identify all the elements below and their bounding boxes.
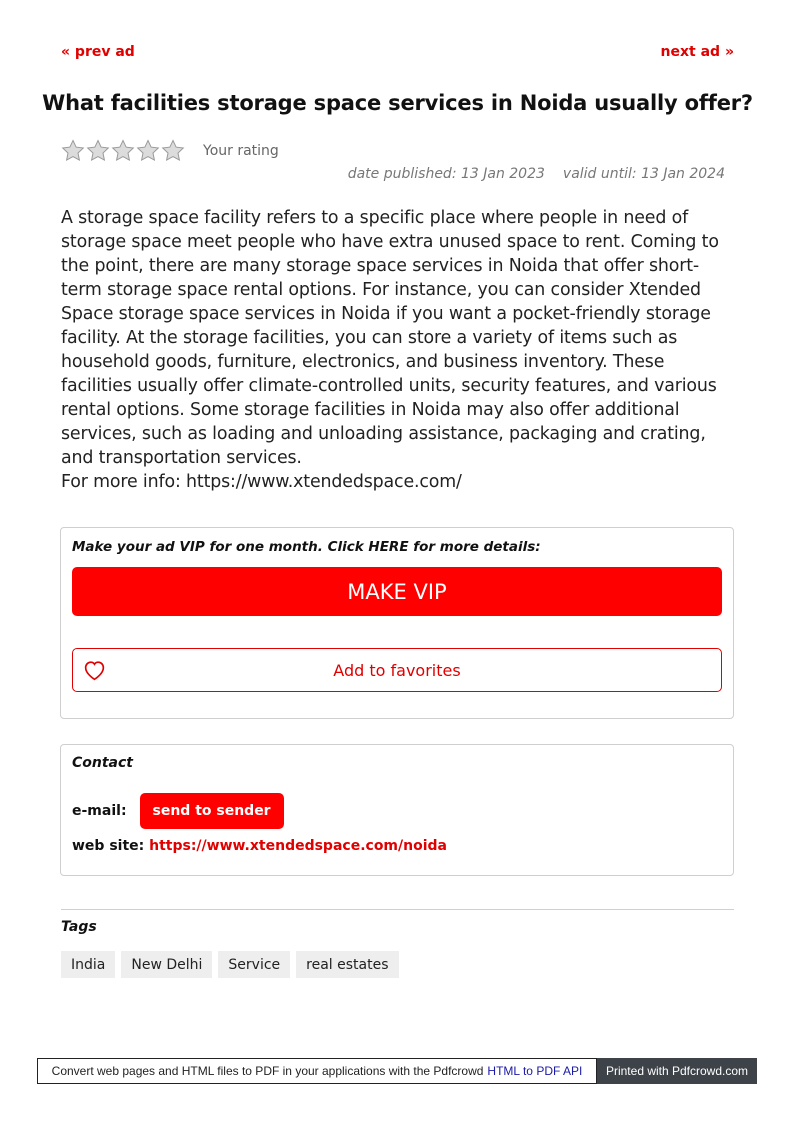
tag-new-delhi[interactable]: New Delhi: [121, 951, 212, 978]
ad-description: A storage space facility refers to a specific place where people in need of storage space meet people who have extra unused space to rent. Coming to the point, there are many storage space services in Noida that offer short-term storage space rental options. For instance, you can consider Xtended Space storage space services in Noida if you want a pocket-friendly storage facility. At the storage facilities, you can store a variety of items such as household goods, furniture, electronics, and business inventory. These facilities usually offer climate-controlled units, security features, and various rental options. Some storage facilities in Noida may also offer additional services, such as loading and unloading assistance, packaging and crating, and transportation services.: [61, 208, 719, 468]
date-valid-until: valid until: 13 Jan 2024: [562, 166, 725, 182]
next-ad-link[interactable]: next ad »: [660, 44, 734, 60]
star-icon[interactable]: [161, 139, 185, 163]
ad-dates: [348, 166, 725, 182]
pdfcrowd-footer: [37, 1058, 757, 1084]
star-icon[interactable]: [86, 139, 110, 163]
send-to-sender-button[interactable]: send to sender: [140, 793, 284, 829]
favorites-label: Add to favorites: [333, 660, 461, 680]
date-published: date published: 13 Jan 2023: [347, 166, 545, 182]
tag-service[interactable]: Service: [218, 951, 290, 978]
ad-navigation: [61, 44, 734, 64]
website-row: [72, 838, 447, 854]
contact-panel: [60, 744, 734, 876]
printed-with-badge[interactable]: Printed with Pdfcrowd.com: [597, 1058, 757, 1084]
tag-list: [61, 951, 399, 978]
rating-label: Your rating: [203, 143, 279, 159]
website-link[interactable]: https://www.xtendedspace.com/noida: [149, 838, 447, 854]
star-icon[interactable]: [61, 139, 85, 163]
star-icon[interactable]: [136, 139, 160, 163]
email-row: [72, 793, 284, 829]
rating-widget: [61, 139, 279, 163]
make-vip-button[interactable]: MAKE VIP: [72, 567, 722, 616]
prev-ad-link[interactable]: « prev ad: [61, 44, 135, 60]
tag-real-estates[interactable]: real estates: [296, 951, 398, 978]
footer-banner: [37, 1058, 597, 1084]
add-to-favorites-button[interactable]: [72, 648, 722, 692]
heart-icon: [82, 658, 107, 683]
vip-panel: [60, 527, 734, 719]
email-label: e-mail:: [72, 803, 127, 819]
html-to-pdf-link[interactable]: HTML to PDF API: [487, 1064, 583, 1078]
tags-title: Tags: [61, 919, 97, 935]
rating-stars: [61, 139, 185, 163]
website-label: web site:: [72, 838, 145, 854]
page-title: What facilities storage space services in Noida usually offer?: [42, 91, 753, 115]
more-info: For more info: https://www.xtendedspace.com/: [61, 472, 462, 492]
divider: [61, 909, 734, 910]
tag-india[interactable]: India: [61, 951, 115, 978]
vip-note[interactable]: Make your ad VIP for one month. Click HERE for more details:: [72, 539, 541, 555]
contact-title: Contact: [72, 755, 133, 771]
footer-text: Convert web pages and HTML files to PDF in your applications with the Pdfcrowd: [51, 1064, 484, 1078]
star-icon[interactable]: [111, 139, 135, 163]
